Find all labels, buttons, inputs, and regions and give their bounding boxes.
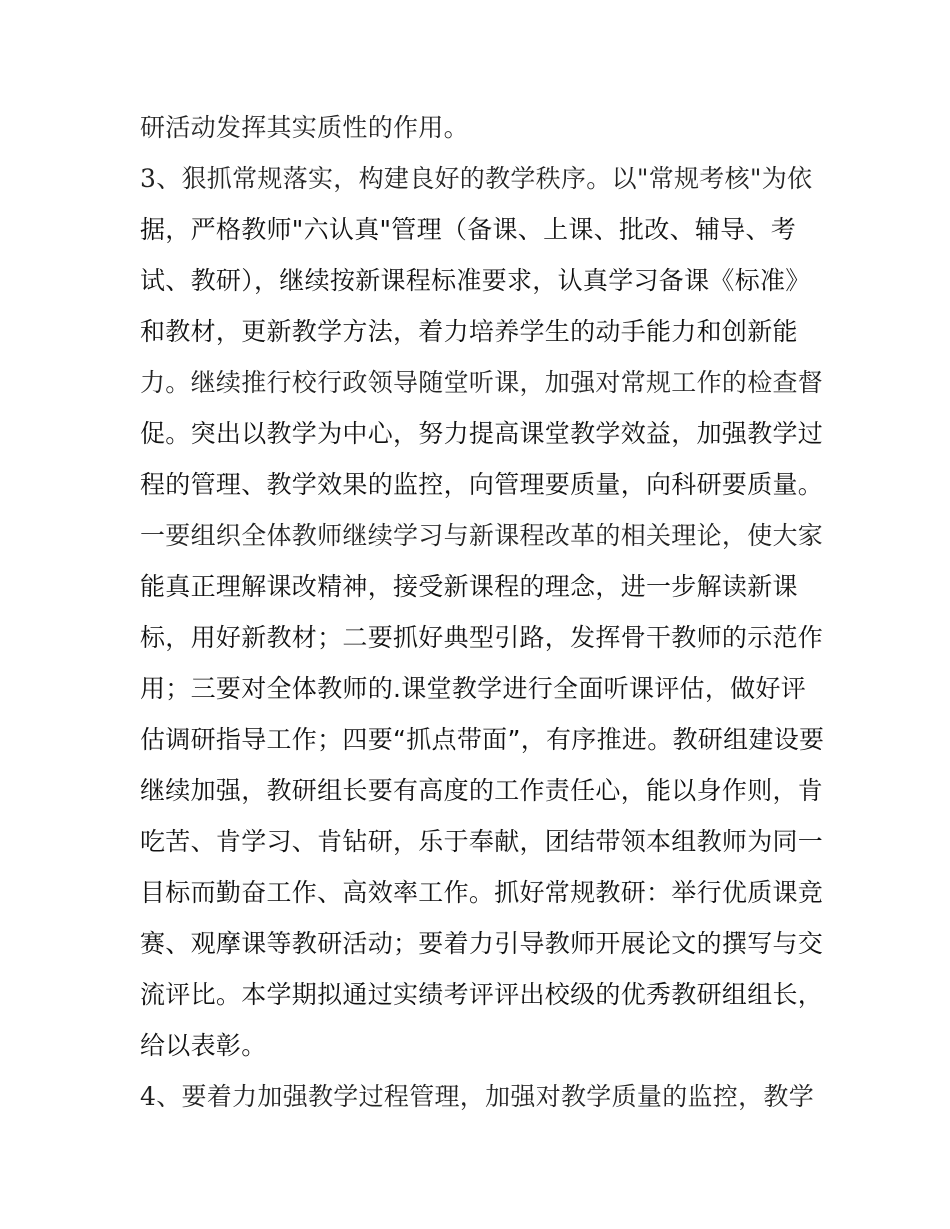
text-line: 和教材，更新教学方法，着力培养学生的动手能力和创新能 — [140, 317, 798, 346]
text-line: 4、要着力加强教学过程管理，加强对教学质量的监控，教学 — [140, 1082, 815, 1111]
text-line: 能真正理解课改精神，接受新课程的理念，进一步解读新课 — [140, 572, 798, 601]
text-line: 程的管理、教学效果的监控，向管理要质量，向科研要质量。 — [140, 470, 824, 499]
text-line: 研活动发挥其实质性的作用。 — [140, 113, 469, 142]
text-line: 赛、观摩课等教研活动；要着力引导教师开展论文的撰写与交 — [140, 929, 824, 958]
text-line: 目标而勤奋工作、高效率工作。抓好常规教研：举行优质课竞 — [140, 878, 824, 907]
text-line: 估调研指导工作；四要“抓点带面”，有序推进。教研组建设要 — [140, 725, 825, 754]
text-line: 3、狠抓常规落实，构建良好的教学秩序。以"常规考核"为依 — [140, 164, 813, 193]
text-line: 一要组织全体教师继续学习与新课程改革的相关理论，使大家 — [140, 521, 824, 550]
text-line: 吃苦、肯学习、肯钻研，乐于奉献，团结带领本组教师为同一 — [140, 827, 824, 856]
text-line: 标，用好新教材；二要抓好典型引路，发挥骨干教师的示范作 — [140, 623, 824, 652]
text-line: 给以表彰。 — [140, 1031, 267, 1060]
text-line: 据，严格教师"六认真"管理（备课、上课、批改、辅导、考 — [140, 215, 797, 244]
text-line: 流评比。本学期拟通过实绩考评评出校级的优秀教研组组长， — [140, 980, 824, 1009]
text-line: 促。突出以教学为中心，努力提高课堂教学效益，加强教学过 — [140, 419, 824, 448]
text-line: 力。继续推行校行政领导随堂听课，加强对常规工作的检查督 — [140, 368, 824, 397]
text-line: 试、教研），继续按新课程标准要求，认真学习备课《标准》 — [140, 266, 811, 295]
text-line: 用；三要对全体教师的.课堂教学进行全面听课评估，做好评 — [140, 674, 807, 703]
text-line: 继续加强，教研组长要有高度的工作责任心，能以身作则，肯 — [140, 776, 824, 805]
